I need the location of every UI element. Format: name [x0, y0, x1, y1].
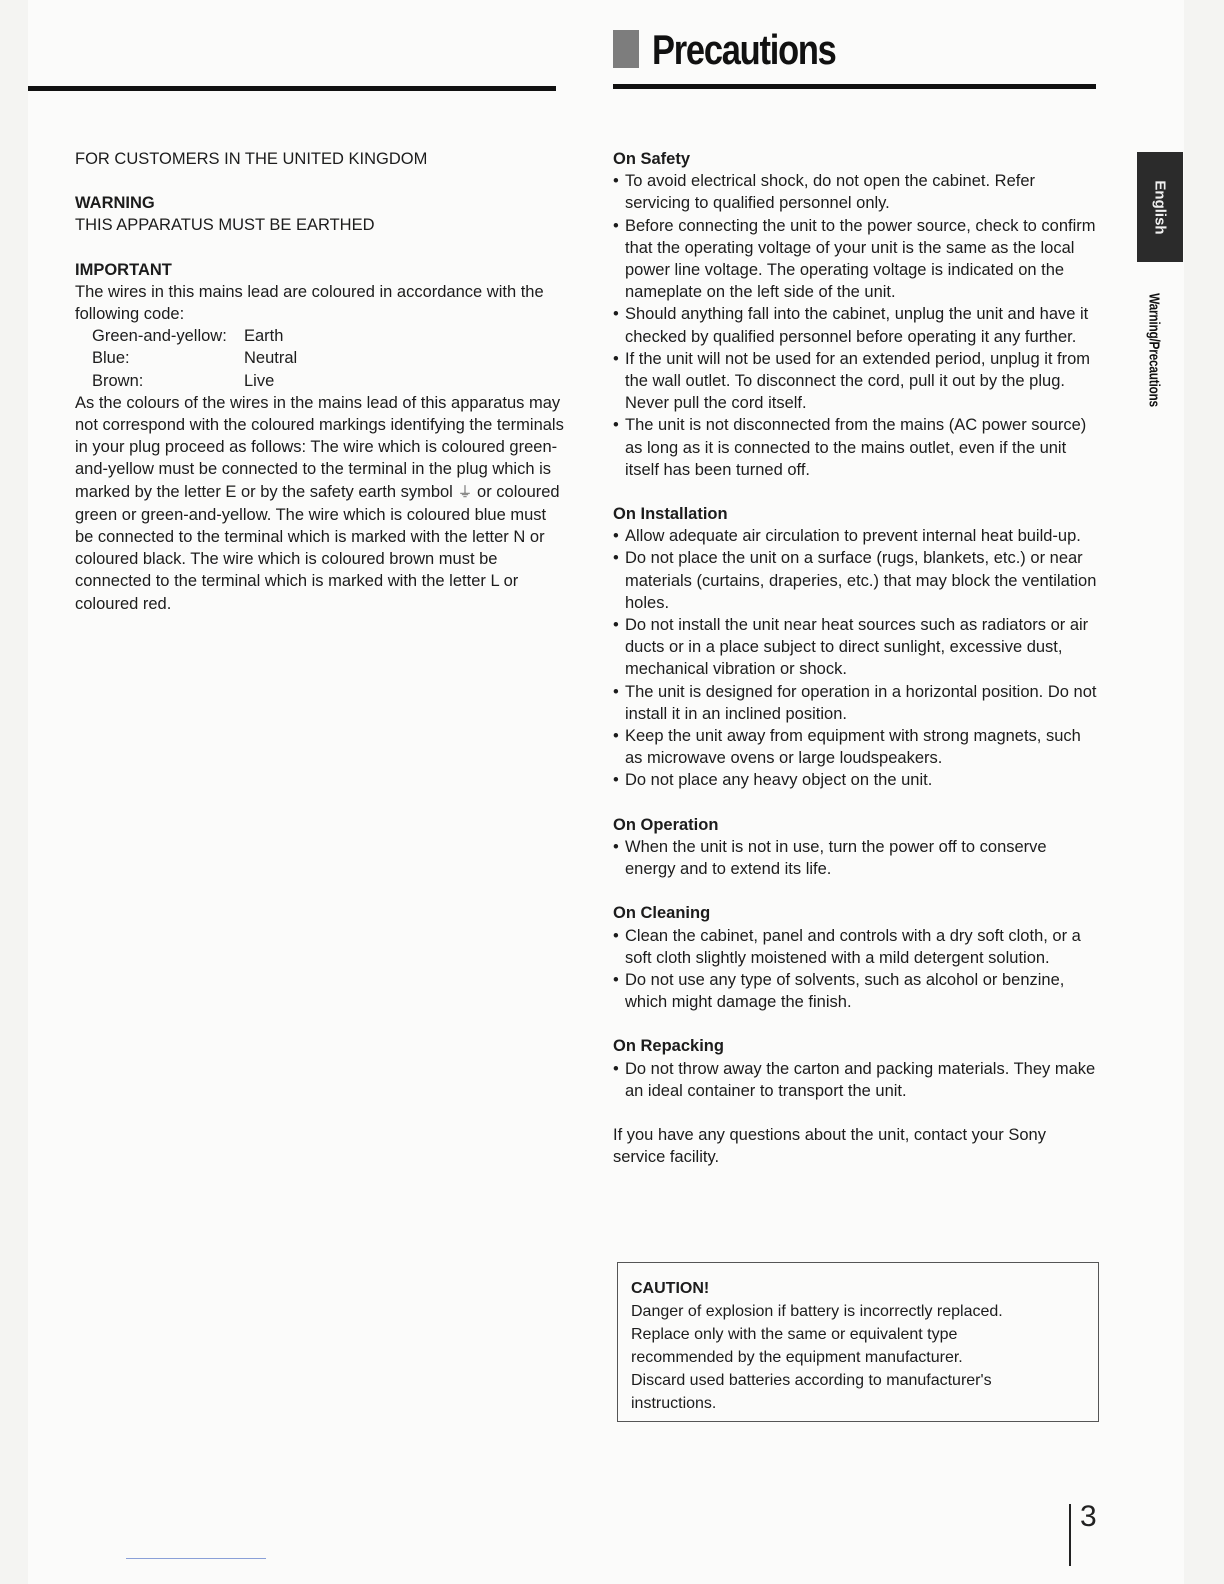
section-heading: On Cleaning: [613, 904, 711, 923]
caution-heading: CAUTION!: [631, 1280, 710, 1297]
section-heading: On Safety: [613, 150, 691, 168]
wiring-instructions: [75, 392, 565, 615]
wire-code-row: [92, 347, 565, 369]
list-item: • Do not install the unit near heat sources such as radiators or air ducts or in a place subject to direct sunlight, excessive dust, mechanical vibration or shock.: [613, 614, 1098, 681]
section-on-repacking: [613, 1035, 1098, 1102]
list-item: • Do not place the unit on a surface (rugs, blankets, etc.) or near materials (curtains, draperies, etc.) that may block the ventilation holes.: [613, 547, 1098, 614]
language-tab-label: English: [1151, 179, 1169, 235]
caution-line: Danger of explosion if battery is incorrectly replaced.: [631, 1303, 1003, 1320]
section-on-operation: [613, 814, 1098, 881]
list-item: • Do not place any heavy object on the unit.: [613, 769, 1098, 791]
wire-code-row: [92, 325, 565, 347]
wire-meaning: Neutral: [244, 349, 298, 368]
section-on-installation: [613, 503, 1098, 792]
section-heading: On Installation: [613, 505, 728, 524]
language-tab: [1137, 152, 1183, 262]
page-number: 3: [1080, 1500, 1097, 1533]
list-item: • The unit is designed for operation in a horizontal position. Do not install it in an inclined position.: [613, 681, 1098, 725]
footer-line: [126, 1558, 266, 1559]
list-item: • Should anything fall into the cabinet, unplug the unit and have it checked by qualified personnel before operating it any further.: [613, 303, 1098, 347]
customers-line: FOR CUSTOMERS IN THE UNITED KINGDOM: [75, 150, 428, 168]
list-item: • Do not throw away the carton and packing materials. They make an ideal container to transport the unit.: [613, 1058, 1098, 1102]
list-item: • To avoid electrical shock, do not open the cabinet. Refer servicing to qualified personnel only.: [613, 170, 1098, 214]
precautions-sections: [613, 148, 1098, 1168]
important-heading: IMPORTANT: [75, 260, 172, 279]
caution-box: [617, 1262, 1099, 1422]
header-rule-right: [613, 84, 1096, 89]
list-item: • Do not use any type of solvents, such as alcohol or benzine, which might damage the finish.: [613, 969, 1098, 1013]
list-item: • Keep the unit away from equipment with strong magnets, such as microwave ovens or large loudspeakers.: [613, 725, 1098, 769]
section-on-cleaning: [613, 902, 1098, 1013]
list-item: • The unit is not disconnected from the mains (AC power source) as long as it is connected to the mains outlet, even if the unit itself has been turned off.: [613, 414, 1098, 481]
wire-code-row: [92, 370, 565, 392]
page-number-divider: [1069, 1504, 1071, 1566]
contact-note: If you have any questions about the unit, contact your Sony service facility.: [613, 1125, 1046, 1167]
section-heading: On Repacking: [613, 1037, 724, 1056]
section-on-safety: [613, 148, 1098, 481]
wire-code-table: [92, 325, 565, 392]
wire-meaning: Live: [244, 371, 275, 390]
list-item: • If the unit will not be used for an extended period, unplug it from the wall outlet. To disconnect the cord, pull it out by the plug. Never pull the cord itself.: [613, 348, 1098, 415]
header-rule-left: [28, 86, 556, 91]
earth-symbol-icon: ⏚: [457, 483, 473, 501]
list-item: • Clean the cabinet, panel and controls with a dry soft cloth, or a soft cloth slightly moistened with a mild detergent solution.: [613, 925, 1098, 969]
wiring-instructions-part1: As the colours of the wires in the mains lead of this apparatus may not correspond with the coloured markings identifying the terminals in your plug proceed as follows: The wire which is coloured green-and-yellow must be connected to the terminal in the plug which is marked by the letter E or by the safety earth symbol: [75, 393, 564, 501]
section-tab: [1137, 272, 1169, 428]
section-tab-label: Warning/Precautions: [1145, 293, 1162, 407]
caution-line: Discard used batteries according to manufacturer's: [631, 1372, 992, 1389]
wire-colour: Green-and-yellow:: [92, 327, 227, 346]
list-item: • When the unit is not in use, turn the power off to conserve energy and to extend its life.: [613, 836, 1098, 880]
wire-meaning: Earth: [244, 327, 284, 346]
page-title: Precautions: [652, 26, 836, 73]
caution-line: recommended by the equipment manufacturer.: [631, 1349, 963, 1366]
uk-customers-notice: [75, 148, 565, 615]
wiring-instructions-part2: or coloured green or green-and-yellow. The wire which is coloured blue must be connected to the terminal which is marked with the letter N or coloured black. The wire which is coloured brown must be connected to the terminal which is marked with the letter L or coloured red.: [75, 482, 560, 613]
wire-colour: Brown:: [92, 371, 144, 390]
caution-line: Replace only with the same or equivalent type: [631, 1326, 958, 1343]
wire-colour: Blue:: [92, 349, 130, 368]
caution-line: instructions.: [631, 1395, 717, 1412]
list-item: • Before connecting the unit to the power source, check to confirm that the operating voltage of your unit is the same as the local power line voltage. The operating voltage is indicated on the nameplate on the left side of the unit.: [613, 215, 1098, 304]
important-intro: The wires in this mains lead are coloured in accordance with the following code:: [75, 282, 544, 324]
warning-heading: WARNING: [75, 194, 155, 213]
list-item: • Allow adequate air circulation to prevent internal heat build-up.: [613, 525, 1098, 547]
warning-text: THIS APPARATUS MUST BE EARTHED: [75, 216, 375, 235]
section-heading: On Operation: [613, 815, 719, 834]
title-marker-block: [613, 30, 639, 68]
